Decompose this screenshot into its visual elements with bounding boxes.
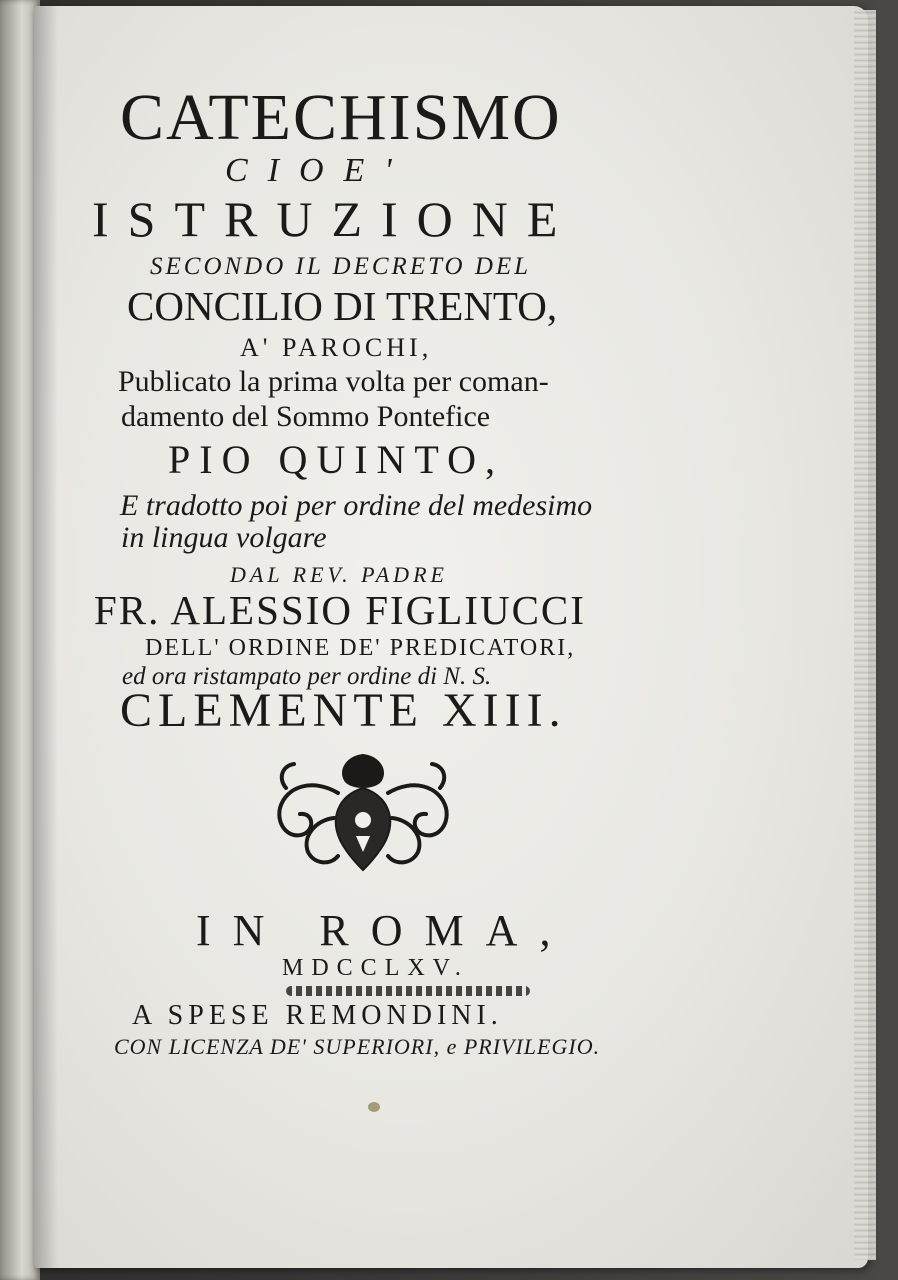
subtitle-secondo: SECONDO IL DECRETO DEL — [150, 253, 532, 280]
pope-pio-quinto: PIO QUINTO, — [168, 437, 505, 482]
ristampato-line: ed ora ristampato per ordine di N. S. — [122, 663, 492, 690]
decorative-rule — [286, 986, 530, 996]
imprint-licence: CON LICENZA DE' SUPERIORI, e PRIVILEGIO. — [114, 1034, 601, 1059]
book-title: CATECHISMO — [120, 81, 562, 154]
tradotto-line-1: E tradotto poi per ordine del medesimo — [120, 489, 593, 522]
imprint-place: IN ROMA, — [196, 906, 573, 955]
page-fore-edge — [854, 10, 876, 1260]
printers-ornament — [268, 748, 458, 878]
pope-clemente: CLEMENTE XIII. — [120, 684, 567, 737]
subtitle-concilio: CONCILIO DI TRENTO, — [127, 283, 558, 329]
tradotto-line-2: in lingua volgare — [121, 521, 327, 554]
publicato-line-1: Publicato la prima volta per coman- — [118, 365, 549, 398]
gutter-shadow — [34, 6, 58, 1268]
dal-rev-padre: DAL REV. PADRE — [230, 562, 448, 587]
imprint-publisher: A SPESE REMONDINI. — [132, 1000, 503, 1031]
subtitle-istruzione: ISTRUZIONE — [92, 191, 577, 247]
subtitle-parochi: A' PAROCHI, — [240, 333, 433, 362]
imprint-year: MDCCLXV. — [282, 955, 469, 981]
author-order: DELL' ORDINE DE' PREDICATORI, — [145, 635, 576, 661]
publicato-line-2: damento del Sommo Pontefice — [121, 400, 491, 433]
subtitle-cioe: CIOE' — [225, 152, 412, 189]
foxing-spot — [368, 1102, 380, 1112]
author-name: FR. ALESSIO FIGLIUCCI — [94, 587, 586, 633]
